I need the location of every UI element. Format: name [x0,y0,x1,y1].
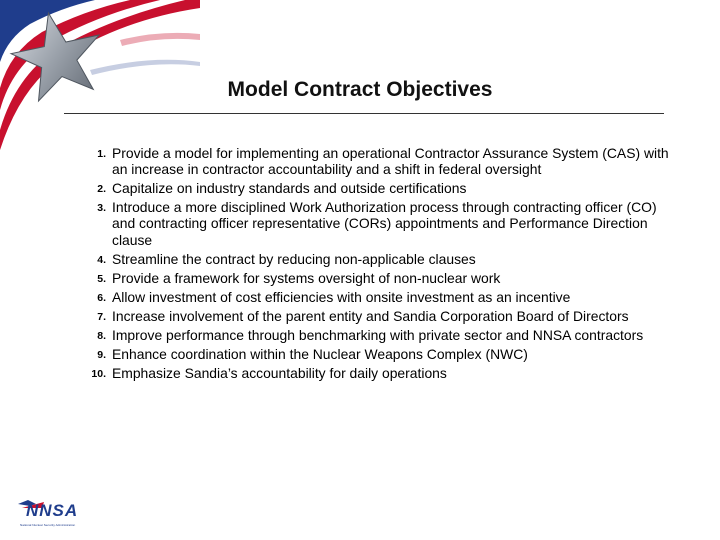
objective-item [78,251,678,267]
objective-text: Increase involvement of the parent entity and Sandia Corporation Board of Directors [112,307,629,324]
objective-item [78,289,678,305]
objective-number: 6. [97,291,106,304]
objective-number: 5. [97,272,106,285]
objective-item [78,145,678,177]
objective-number: 7. [97,310,106,323]
objective-item [78,346,678,362]
objective-number: 4. [97,253,106,266]
logo-text: NNSA [26,501,79,520]
objective-text: Provide a model for implementing an operational Contractor Assurance System (CAS) with an increase in contractor accountability and a shift in federal oversight [112,145,669,178]
objective-item [78,327,678,343]
objective-number: 3. [97,202,106,215]
objective-item [78,365,678,381]
objective-item [78,308,678,324]
slide-title: Model Contract Objectives [227,78,493,101]
objective-number: 9. [97,348,106,361]
objective-text: Capitalize on industry standards and outside certifications [112,180,467,197]
objective-item [78,199,678,248]
nnsa-logo [14,494,114,530]
objective-item [78,270,678,286]
objective-text: Improve performance through benchmarking with private sector and NNSA contractors [112,326,644,343]
title-divider [64,113,664,114]
objective-text: Allow investment of cost efficiencies with onsite investment as an incentive [112,288,571,305]
logo-tagline: National Nuclear Security Administration [20,523,76,527]
objective-number: 1. [97,148,106,160]
objectives-list [78,145,678,384]
objective-item [78,180,678,196]
objective-number: 2. [97,183,106,196]
objective-text: Streamline the contract by reducing non-applicable clauses [112,250,476,267]
objective-number: 8. [97,329,106,342]
objective-text: Provide a framework for systems oversight of non-nuclear work [112,269,501,286]
objective-text: Emphasize Sandia’s accountability for daily operations [112,364,447,381]
objective-text: Enhance coordination within the Nuclear Weapons Complex (NWC) [112,345,528,362]
objective-text: Introduce a more disciplined Work Authorization process through contracting officer (CO) and contracting officer representative (CORs) appointments and Performance Direction clause [112,199,657,248]
objective-number: 10. [91,367,106,380]
